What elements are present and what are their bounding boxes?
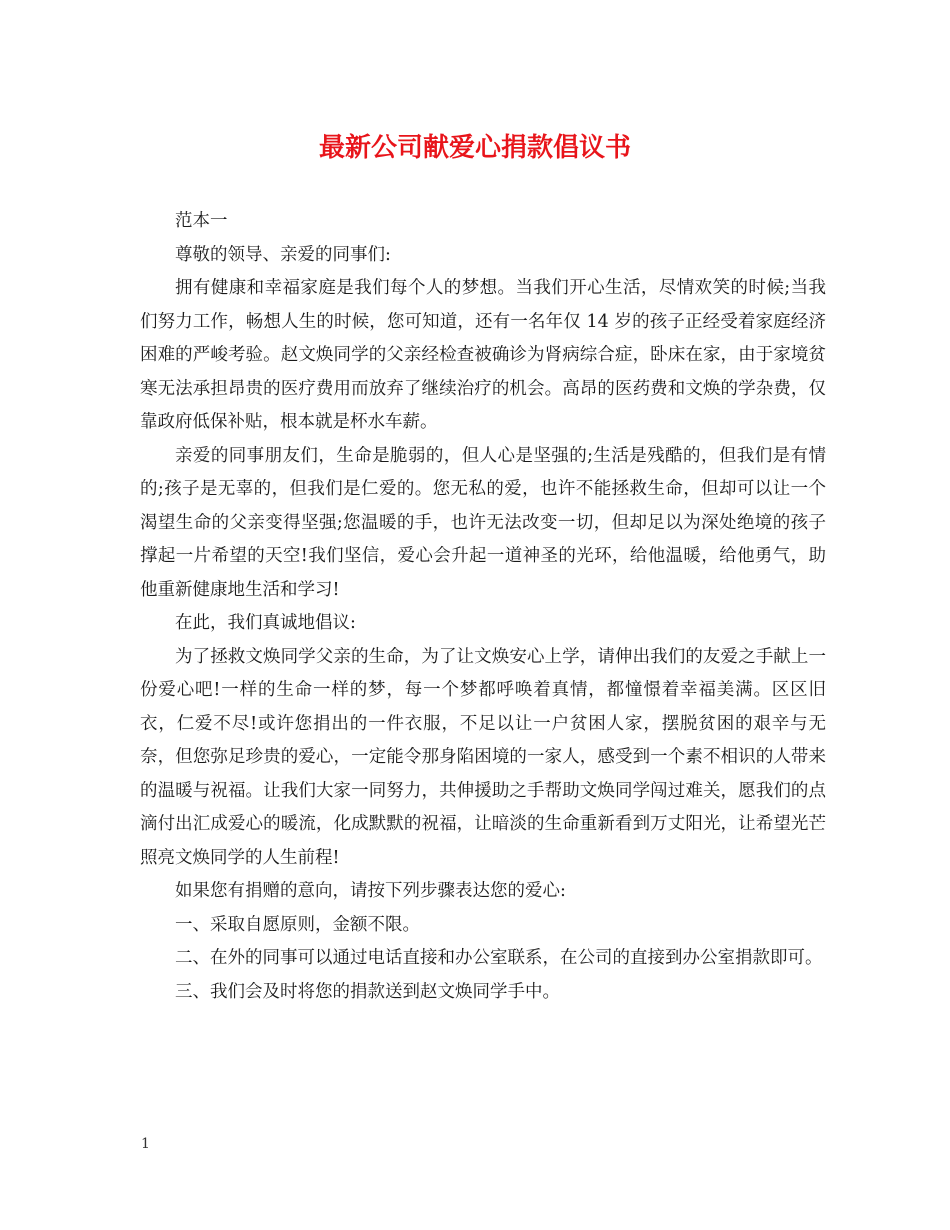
document-title: 最新公司献爱心捐款倡议书 <box>318 133 631 163</box>
paragraph-proposal-lead: 在此，我们真诚地倡议: <box>175 613 356 633</box>
paragraph-salutation: 尊敬的领导、亲爱的同事们: <box>175 244 391 265</box>
page-number: 1 <box>141 1136 150 1152</box>
document-body <box>140 205 826 1009</box>
paragraph-steps-lead: 如果您有捐赠的意向，请按下列步骤表达您的爱心: <box>175 881 566 901</box>
paragraph-step-3: 三、我们会及时将您的捐款送到赵文焕同学手中。 <box>175 981 560 1002</box>
paragraph-intro: 拥有健康和幸福家庭是我们每个人的梦想。当我们开心生活，尽情欢笑的时候;当我们努力工作，畅想人生的时候，您可知道，还有一名年仅 14 岁的孩子正经受着家庭经济困难的严峻考验。赵文焕同学的父亲经检查被确诊为肾病综合症，卧床在家，由于家境贫寒无法承担昂贵的医疗费用而放弃了继续治疗的机会。高昂的医药费和文焕的学杂费，仅靠政府低保补贴，根本就是杯水车薪。 <box>140 278 826 432</box>
paragraph-sample-label: 范本一 <box>175 211 228 231</box>
paragraph-step-2: 二、在外的同事可以通过电话直接和办公室联系，在公司的直接到办公室捐款即可。 <box>175 948 823 968</box>
paragraph-proposal: 为了拯救文焕同学父亲的生命，为了让文焕安心上学，请伸出我们的友爱之手献上一份爱心吧!一样的生命一样的梦，每一个梦都呼唤着真情，都憧憬着幸福美满。区区旧衣，仁爱不尽!或许您捐出的一件衣服，不足以让一户贫困人家，摆脱贫困的艰辛与无奈，但您弥足珍贵的爱心，一定能令那身陷困境的一家人，感受到一个素不相识的人带来的温暖与祝福。让我们大家一同努力，共伸援助之手帮助文焕同学闯过难关，愿我们的点滴付出汇成爱心的暖流，化成默默的祝福，让暗淡的生命重新看到万丈阳光，让希望光芒照亮文焕同学的人生前程! <box>140 646 826 868</box>
paragraph-appeal: 亲爱的同事朋友们，生命是脆弱的，但人心是坚强的;生活是残酷的，但我们是有情的;孩子是无辜的，但我们是仁爱的。您无私的爱，也许不能拯救生命，但却可以让一个渴望生命的父亲变得坚强;您温暖的手，也许无法改变一切，但却足以为深处绝境的孩子撑起一片希望的天空!我们坚信，爱心会升起一道神圣的光环，给他温暖，给他勇气，助他重新健康地生活和学习! <box>140 445 826 600</box>
paragraph-step-1: 一、采取自愿原则，金额不限。 <box>175 914 420 935</box>
